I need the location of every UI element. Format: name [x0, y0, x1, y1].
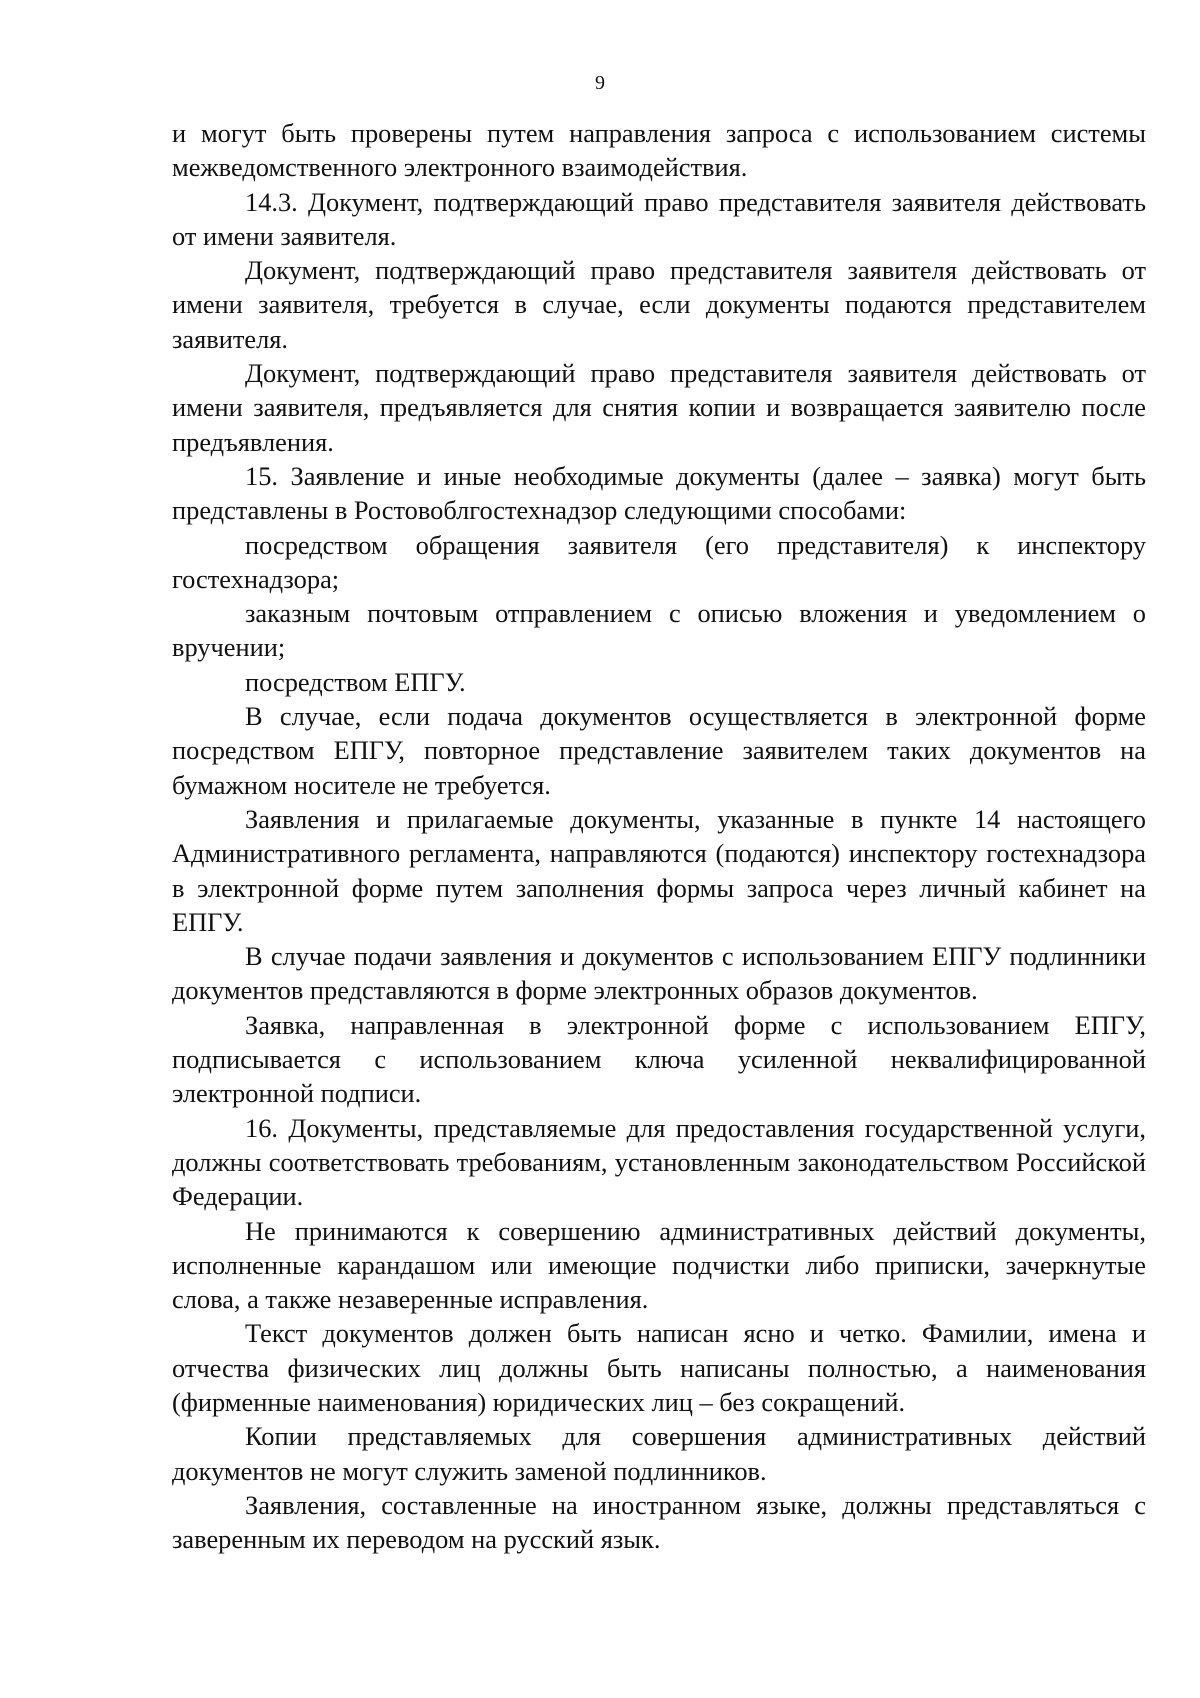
paragraph: Заявка, направленная в электронной форме с использованием ЕПГУ, подписывается с использованием ключа усиленной неквалифицированной электронной подписи. [172, 1009, 1146, 1109]
paragraph: В случае подачи заявления и документов с использованием ЕПГУ подлинники документов представляются в форме электронных образов документов. [172, 941, 1146, 1006]
paragraph: 14.3. Документ, подтверждающий право представителя заявителя действовать от имени заявителя. [172, 186, 1146, 251]
paragraph: Заявления и прилагаемые документы, указанные в пункте 14 настоящего Административного регламента, направляются (подаются) инспектору гостехнадзора в электронной форме путем заполнения формы запроса через личный кабинет на ЕПГУ. [172, 803, 1146, 937]
paragraph: посредством обращения заявителя (его представителя) к инспектору гостехнадзора; [172, 529, 1146, 594]
paragraph: Не принимаются к совершению административных действий документы, исполненные карандашом или имеющие подчистки либо приписки, зачеркнутые слова, а также незаверенные исправления. [172, 1215, 1146, 1315]
page-number: 9 [595, 72, 605, 94]
paragraph: 15. Заявление и иные необходимые документы (далее – заявка) могут быть представлены в Ростовоблгостехнадзор следующими способами: [172, 460, 1146, 526]
paragraph: Заявления, составленные на иностранном языке, должны представляться с заверенным их переводом на русский язык. [172, 1489, 1146, 1555]
paragraph: Текст документов должен быть написан ясно и четко. Фамилии, имена и отчества физических лиц должны быть написаны полностью, а наименования (фирменные наименования) юридических лиц – без сокращений. [172, 1318, 1146, 1417]
paragraph: заказным почтовым отправлением с описью вложения и уведомлением о вручении; [172, 598, 1146, 663]
paragraph: и могут быть проверены путем направления запроса с использованием системы межведомственного электронного взаимодействия. [172, 118, 1146, 183]
document-body [172, 116, 1146, 1556]
paragraph: В случае, если подача документов осуществляется в электронной форме посредством ЕПГУ, повторное представление заявителем таких документов на бумажном носителе не требуется. [172, 701, 1146, 800]
paragraph: Документ, подтверждающий право представителя заявителя действовать от имени заявителя, предъявляется для снятия копии и возвращается заявителю после предъявления. [172, 358, 1146, 457]
paragraph: посредством ЕПГУ. [245, 666, 466, 697]
paragraph: Документ, подтверждающий право представителя заявителя действовать от имени заявителя, требуется в случае, если документы подаются представителем заявителя. [172, 255, 1146, 354]
paragraph: 16. Документы, представляемые для предоставления государственной услуги, должны соответствовать требованиям, установленным законодательством Российской Федерации. [172, 1112, 1146, 1212]
paragraph: Копии представляемых для совершения административных действий документов не могут служить заменой подлинников. [172, 1421, 1146, 1486]
